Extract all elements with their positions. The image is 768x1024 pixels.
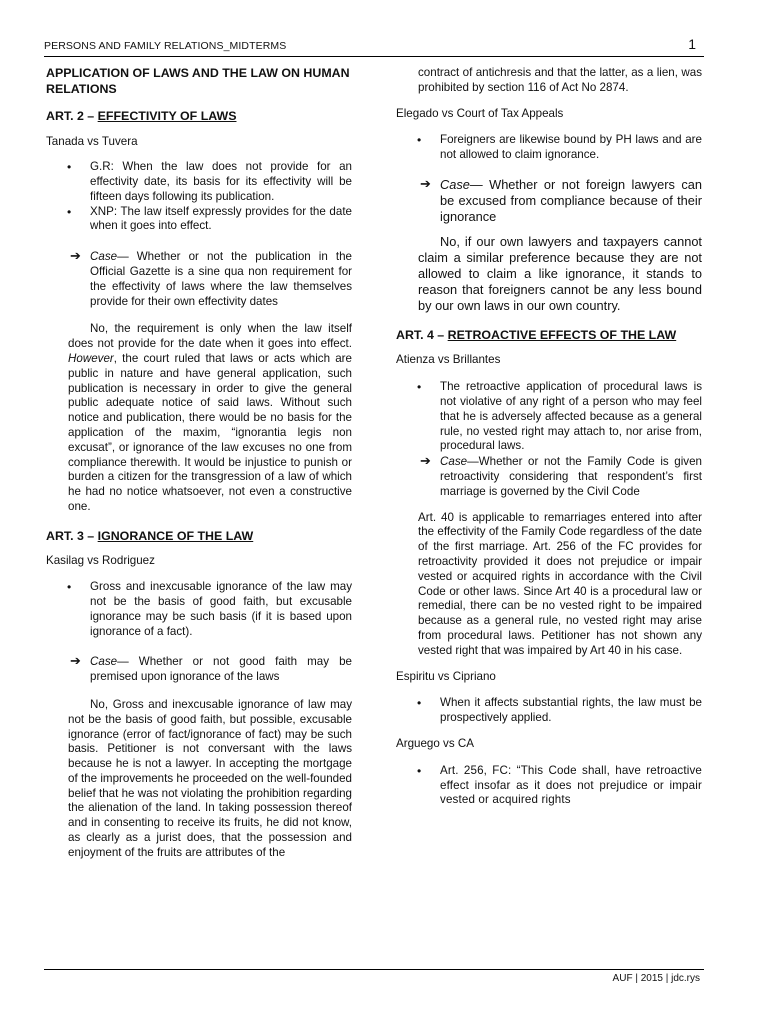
art4-heading: ART. 4 – RETROACTIVE EFFECTS OF THE LAW <box>396 327 677 342</box>
case-label: Case <box>440 455 468 469</box>
list-item: • Foreigners are likewise bound by PH laws and are not allowed to claim ignorance. <box>396 133 702 163</box>
case-question: —Whether or not the Family Code is given retroactivity considering that respondent’s first marriage is governed by the Civil Code <box>440 455 702 498</box>
elegado-answer: No, if our own lawyers and taxpayers cannot claim a similar preference because they are not allowed to claim a like ignorance, it stands to reason that foreigners cannot be any less bound by our own laws in our own country. <box>418 233 702 313</box>
art4-bullets <box>396 380 702 454</box>
case-name-arguego: Arguego vs CA <box>396 737 474 751</box>
main-heading: APPLICATION OF LAWS AND THE LAW ON HUMAN RELATIONS <box>46 66 350 96</box>
continuation-text: contract of antichresis and that the latter, as a lien, was prohibited by section 116 of Act No 2874. <box>418 66 702 94</box>
art4-title: RETROACTIVE EFFECTS OF THE LAW <box>447 327 677 342</box>
case-name-atienza: Atienza vs Brillantes <box>396 353 501 367</box>
art2-title: EFFECTIVITY OF LAWS <box>97 109 237 123</box>
page-header <box>44 38 696 56</box>
list-item: • When it affects substantial rights, the law must be prospectively applied. <box>396 696 702 726</box>
art3-case <box>46 655 352 685</box>
case-label: Case <box>440 176 470 192</box>
case-name-espiritu: Espiritu vs Cipriano <box>396 669 496 683</box>
right-column <box>396 66 702 808</box>
list-item: • The retroactive application of procedural laws is not violative of any right of a person who may feel that he is adversely affected because as a general rule, no vested right may attach to, nor arise from, procedural laws. <box>396 380 702 454</box>
art4-answer: Art. 40 is applicable to remarriages entered into after the effectivity of the Family Code regardless of the date of the first marriage. Art. 256 of the FC provides for retroactivity provided it does not prejudice or impair vested or acquired rights in accordance with the Civil Code or other laws. Since Art 40 is a procedural law or remedial, there can be no vested right to be impaired because as a general rule, no vested right may arise from procedural laws. Petitioner has not shown any vested right that was impaired by Art 40 in his case. <box>418 510 702 657</box>
case-name-tanada: Tanada vs Tuvera <box>46 134 138 148</box>
footer-rule <box>44 969 704 970</box>
case-name-elegado: Elegado vs Court of Tax Appeals <box>396 106 564 120</box>
espiritu-bullets <box>396 696 702 726</box>
art4-case <box>396 455 702 499</box>
arrow-right-icon: ➔ <box>70 653 81 669</box>
arrow-right-icon: ➔ <box>70 248 81 264</box>
page-number: 1 <box>688 36 696 52</box>
elegado-case <box>396 177 702 225</box>
art3-answer: No, Gross and inexcusable ignorance of law may not be the basis of good faith, but possible, excusable ignorance (error of fact/ignorance of fact) may be such basis. Petitioner is not conversant with the laws because he is not a lawyer. In accepting the mortgage of the improvements he proceeded on the well-founded belief that he was not violating the prohibition regarding the alienation of the land. In taking possession thereof and in consenting to receive its fruits, he did not know, as clearly as a jurist does, that the possession and enjoyment of the fruits are attributes of the <box>68 697 352 859</box>
left-column <box>46 66 352 861</box>
case-label: Case <box>90 655 118 669</box>
art2-answer: No, the requirement is only when the law itself does not provide for the date when it goes into effect. However, the court ruled that laws or acts which are public in nature and have general application, such publication is necessary in order to give the general public adequate notice of said laws. Without such notice and publication, there would be no basis for the application of the maxim, “ignorantia legis non excusat”, or ignorance of the law excuses no one from compliance therewith. It would be injustice to punish or burden a citizen for the transgression of a law of which he had no notice whatsoever, not even a constructive one. <box>68 322 352 514</box>
arrow-right-icon: ➔ <box>420 453 431 469</box>
case-question: — Whether or not the publication in the Official Gazette is a sine qua non requirement for the effectivity of laws where the law themselves provide for their own effectivity dates <box>90 250 352 308</box>
header-rule <box>44 56 704 57</box>
elegado-bullets <box>396 133 702 163</box>
art3-title: IGNORANCE OF THE LAW <box>97 528 254 543</box>
case-label: Case <box>90 250 118 264</box>
art2-bullets <box>46 160 352 234</box>
arguego-bullets <box>396 764 702 808</box>
art3-bullets <box>46 580 352 639</box>
art2-heading: ART. 2 – EFFECTIVITY OF LAWS <box>46 109 237 123</box>
art3-heading: ART. 3 – IGNORANCE OF THE LAW <box>46 528 254 543</box>
art2-case <box>46 250 352 309</box>
list-item: • XNP: The law itself expressly provides for the date when it goes into effect. <box>46 205 352 235</box>
case-question: — Whether or not good faith may be premised upon ignorance of the laws <box>90 655 352 684</box>
list-item: • G.R: When the law does not provide for an effectivity date, its basis for its effectivity will be fifteen days following its publication. <box>46 160 352 204</box>
list-item: • Gross and inexcusable ignorance of the law may not be the basis of good faith, but excusable ignorance may be such basis (if it is based upon ignorance of a fact). <box>46 580 352 639</box>
arrow-right-icon: ➔ <box>420 175 431 191</box>
document-title: PERSONS AND FAMILY RELATIONS_MIDTERMS <box>44 40 287 52</box>
page-footer: AUF | 2015 | jdc.rys <box>612 973 700 984</box>
case-question: — Whether or not foreign lawyers can be excused from compliance because of their ignorance <box>440 176 702 224</box>
case-name-kasilag: Kasilag vs Rodriguez <box>46 554 155 568</box>
list-item: • Art. 256, FC: “This Code shall, have retroactive effect insofar as it does not prejudice or impair vested or acquired rights <box>396 764 702 808</box>
